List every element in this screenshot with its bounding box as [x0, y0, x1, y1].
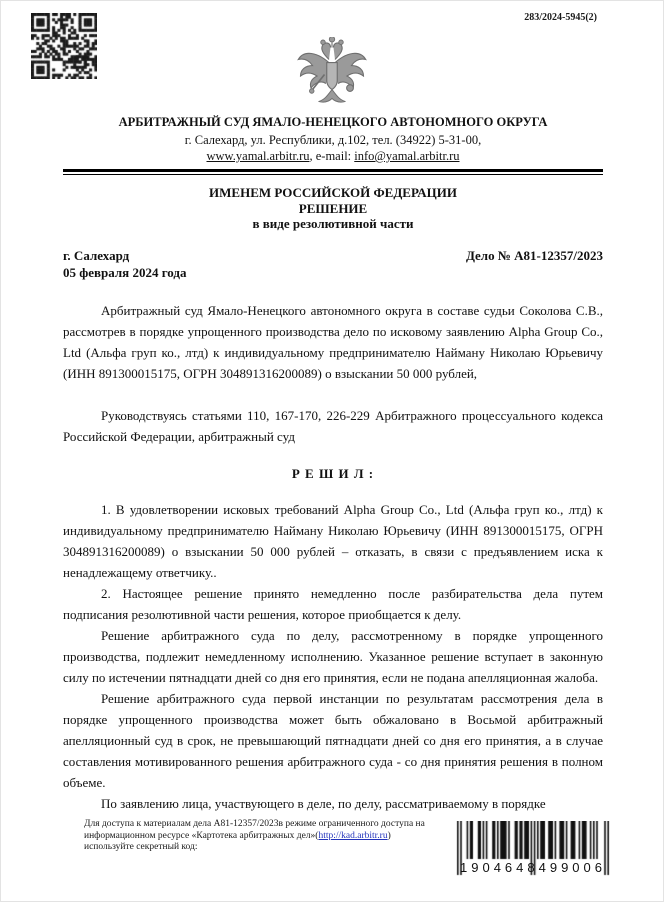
- header-divider: [63, 169, 603, 175]
- resolution-heading: Р Е Ш И Л :: [291, 465, 375, 481]
- barcode-digits: 1904648499006: [460, 860, 606, 875]
- court-email-link[interactable]: info@yamal.arbitr.ru: [354, 149, 460, 163]
- kad-arbitr-link[interactable]: http://kad.arbitr.ru: [318, 830, 388, 841]
- document-number: 283/2024-5945(2): [524, 12, 597, 23]
- title-operative-part-line: в виде резолютивной части: [252, 216, 414, 231]
- title-federation-line: ИМЕНЕМ РОССИЙСКОЙ ФЕДЕРАЦИИ: [209, 185, 457, 200]
- resolution-paragraph: По заявлению лица, участвующего в деле, по делу, рассматриваемому в порядке: [101, 795, 546, 811]
- court-contact-line: [63, 148, 603, 164]
- court-name: АРБИТРАЖНЫЙ СУД ЯМАЛО-НЕНЕЦКОГО АВТОНОМНОГО ОКРУГА: [118, 115, 548, 129]
- court-website-link[interactable]: www.yamal.arbitr.ru: [206, 149, 310, 163]
- title-decision-line: РЕШЕНИЕ: [298, 200, 368, 216]
- access-note: [84, 819, 436, 854]
- email-separator: , e-mail:: [309, 149, 355, 163]
- resolution-paragraph: 1. В удовлетворении исковых требований Alpha Group Co., Ltd (Альфа груп ко., лтд) к индивидуальному предпринимателю Найману Николаю Юрьевичу (ИНН 891300015175, ОГРН 304891316200089) о взыскании 50 000 рублей – отказать, в связи с предъявлением иска к ненадлежащему ответчику..: [63, 501, 603, 580]
- title-block: [63, 185, 603, 232]
- case-info-row: [63, 247, 603, 264]
- document-content: [63, 114, 603, 814]
- case-number: Дело № А81-12357/2023: [465, 247, 603, 263]
- case-city: г. Салехард: [63, 247, 130, 263]
- court-address: г. Салехард, ул. Республики, д.102, тел. (34922) 5-31-00,: [184, 133, 482, 147]
- body-paragraph: Руководствуясь статьями 110, 167-170, 226-229 Арбитражного процессуального кодекса Российской Федерации, арбитражный суд: [63, 407, 603, 444]
- access-note-text-2: ) используйте секретный код:: [84, 830, 391, 852]
- case-date: 05 февраля 2024 года: [63, 264, 187, 280]
- coat-of-arms-icon: [294, 37, 370, 115]
- qr-code-icon: [31, 13, 97, 79]
- barcode: [453, 821, 613, 883]
- resolution-paragraph: 2. Настоящее решение принято немедленно после разбирательства дела путем подписания резолютивной части решения, которое приобщается к делу.: [63, 585, 603, 622]
- body-paragraph: Арбитражный суд Ямало-Ненецкого автономного округа в составе судьи Соколова С.В., рассмотрев в порядке упрощенного производства дело по исковому заявлению Alpha Group Co., Ltd (Альфа груп ко., лтд) к индивидуальному предпринимателю Найману Николаю Юрьевичу (ИНН 891300015175, ОГРН 304891316200089) о взыскании 50 000 рублей,: [63, 302, 603, 381]
- decision-body: [63, 300, 603, 814]
- resolution-paragraph: Решение арбитражного суда по делу, рассмотренному в порядке упрощенного производства, подлежит немедленному исполнению. Указанное решение вступает в законную силу по истечении пятнадцати дней со дня его принятия, если не подана апелляционная жалоба.: [63, 627, 603, 685]
- resolution-paragraph: Решение арбитражного суда первой инстанции по результатам рассмотрения дела в порядке упрощенного производства может быть обжаловано в Восьмой арбитражный апелляционный суд в срок, не превышающий пятнадцати дней со дня его принятия, а в случае составления мотивированного решения арбитражного суда - со дня принятия решения в полном объеме.: [63, 690, 603, 790]
- access-note-text: Для доступа к материалам дела А81-12357/2023в режиме ограниченного доступа на информационном ресурсе «Картотека арбитражных дел»(: [84, 819, 425, 841]
